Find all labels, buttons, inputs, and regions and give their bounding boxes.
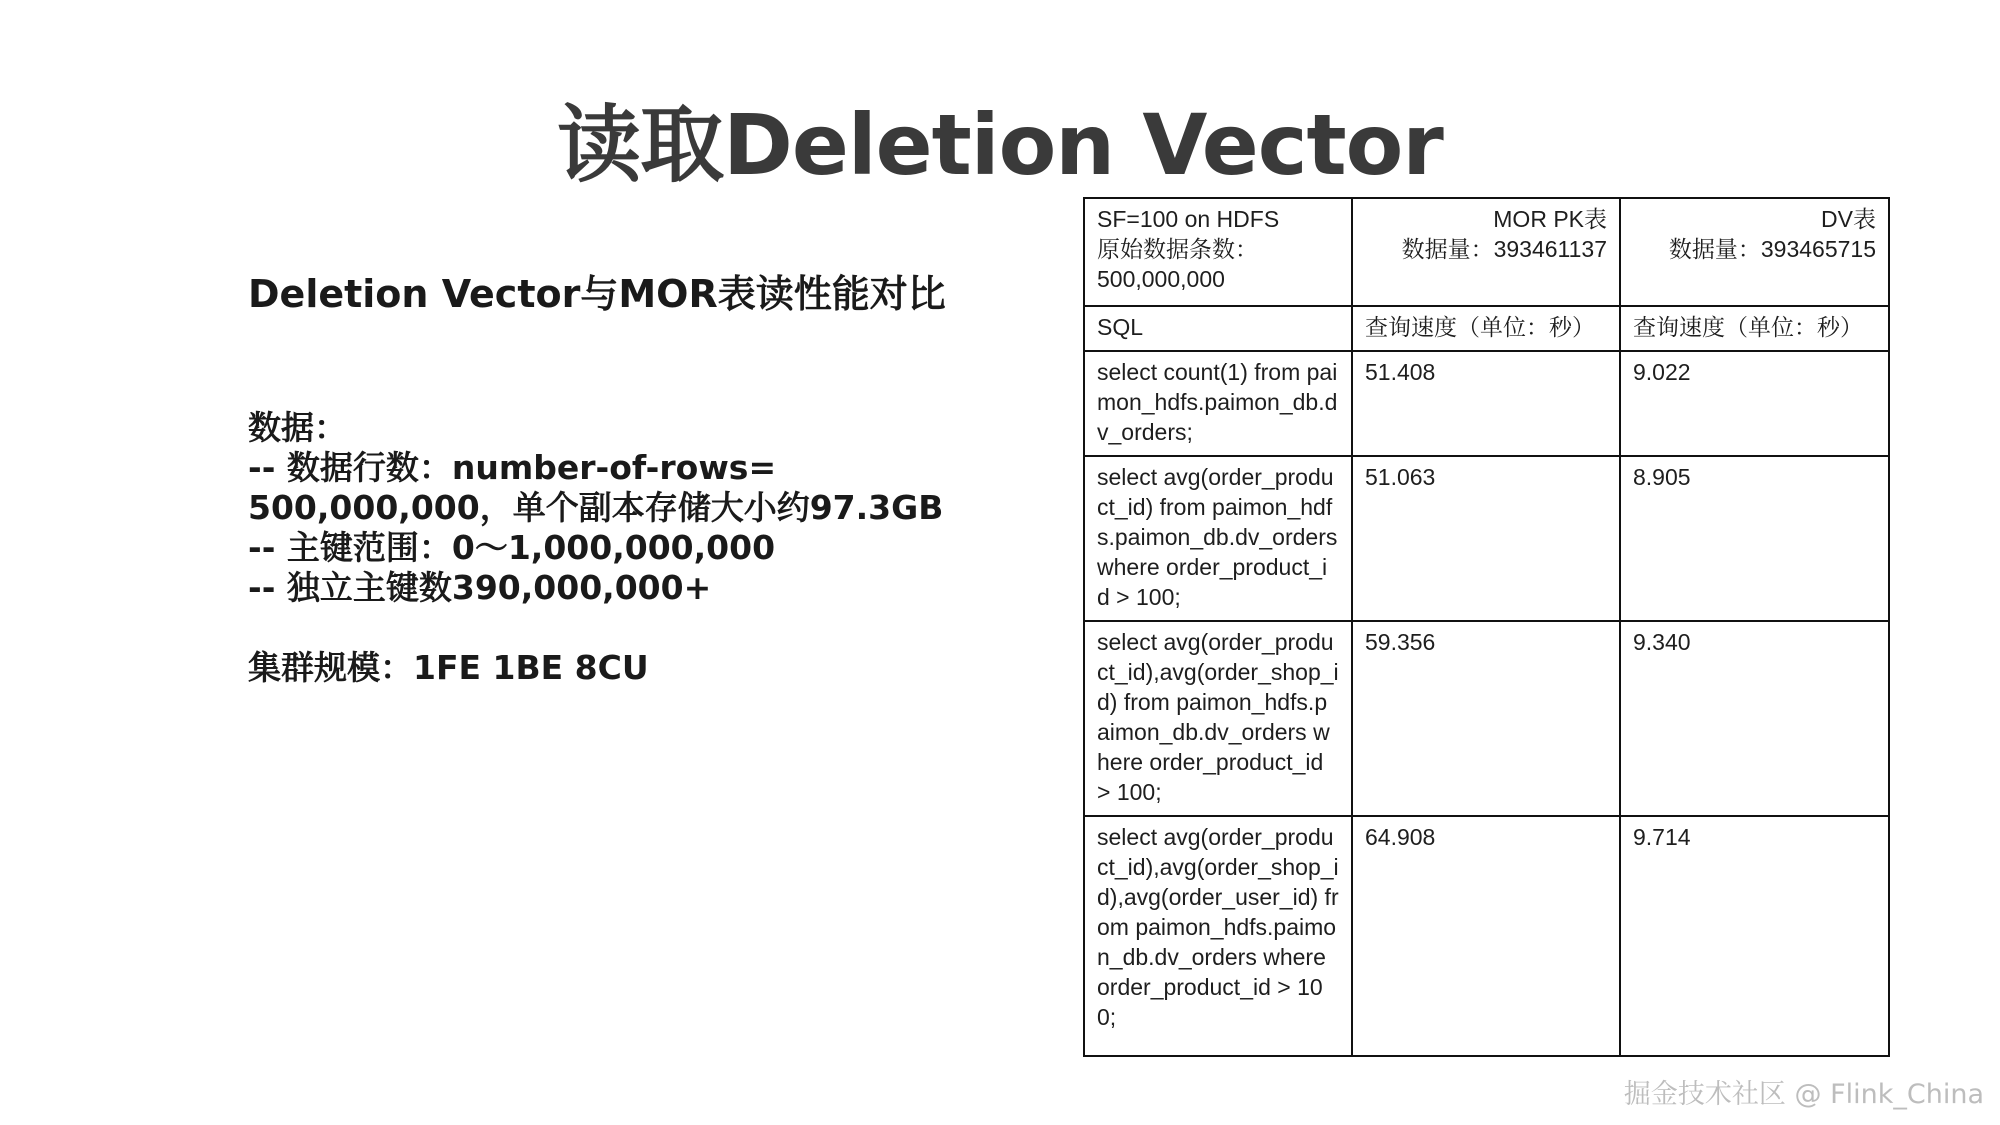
data-description: [248, 408, 1068, 608]
watermark: 掘金技术社区 @ Flink_China: [1623, 1079, 1984, 1110]
left-panel: [248, 270, 1068, 688]
mor-time-cell: 64.908: [1352, 816, 1620, 1056]
comparison-subtitle: Deletion Vector与MOR表读性能对比: [248, 272, 946, 316]
sql-cell: select avg(order_product_id),avg(order_shop_id) from paimon_hdfs.paimon_db.dv_orders where order_product_id > 100;: [1084, 621, 1352, 816]
table-header-row: [1084, 198, 1889, 306]
header-dataset-line: SF=100 on HDFS: [1097, 206, 1280, 232]
header-mor-size: 数据量：393461137: [1401, 236, 1607, 262]
data-unique-keys: -- 独立主键数390,000,000+: [248, 568, 712, 607]
header-dataset-line: 原始数据条数：: [1097, 236, 1258, 262]
table-row: [1084, 456, 1889, 621]
dv-time-cell: 9.022: [1620, 351, 1889, 456]
mor-time-cell: 51.408: [1352, 351, 1620, 456]
subheader-mor-speed: 查询速度（单位：秒）: [1352, 306, 1620, 351]
header-mor-cell: [1352, 198, 1620, 306]
header-dataset-line: 500,000,000: [1097, 266, 1225, 292]
data-row-count-value: 500,000,000，单个副本存储大小约97.3GB: [248, 488, 944, 527]
table-row: [1084, 621, 1889, 816]
dv-time-cell: 8.905: [1620, 456, 1889, 621]
header-dataset-cell: [1084, 198, 1352, 306]
header-dv-size: 数据量：393465715: [1668, 236, 1876, 262]
header-dv-cell: [1620, 198, 1889, 306]
table-row: [1084, 351, 1889, 456]
mor-time-cell: 51.063: [1352, 456, 1620, 621]
subheader-dv-speed: 查询速度（单位：秒）: [1620, 306, 1889, 351]
data-heading: 数据：: [248, 408, 347, 447]
slide-title: 读取Deletion Vector: [557, 96, 1443, 194]
sql-cell: select count(1) from paimon_hdfs.paimon_db.dv_orders;: [1084, 351, 1352, 456]
sql-cell: select avg(order_product_id) from paimon_hdfs.paimon_db.dv_orders where order_product_id > 100;: [1084, 456, 1352, 621]
data-key-range: -- 主键范围：0～1,000,000,000: [248, 528, 776, 567]
data-row-count: -- 数据行数：number-of-rows=: [248, 448, 777, 487]
header-mor-name: MOR PK表: [1493, 206, 1607, 232]
sql-cell: select avg(order_product_id),avg(order_shop_id),avg(order_user_id) from paimon_hdfs.paimon_db.dv_orders where order_product_id > 100;: [1084, 816, 1352, 1056]
dv-time-cell: 9.714: [1620, 816, 1889, 1056]
header-dv-name: DV表: [1821, 206, 1876, 232]
performance-table: [1083, 197, 1890, 1057]
cluster-size: 集群规模：1FE 1BE 8CU: [248, 648, 649, 687]
dv-time-cell: 9.340: [1620, 621, 1889, 816]
table-subheader-row: [1084, 306, 1889, 351]
mor-time-cell: 59.356: [1352, 621, 1620, 816]
table-row: [1084, 816, 1889, 1056]
subheader-sql: SQL: [1084, 306, 1352, 351]
